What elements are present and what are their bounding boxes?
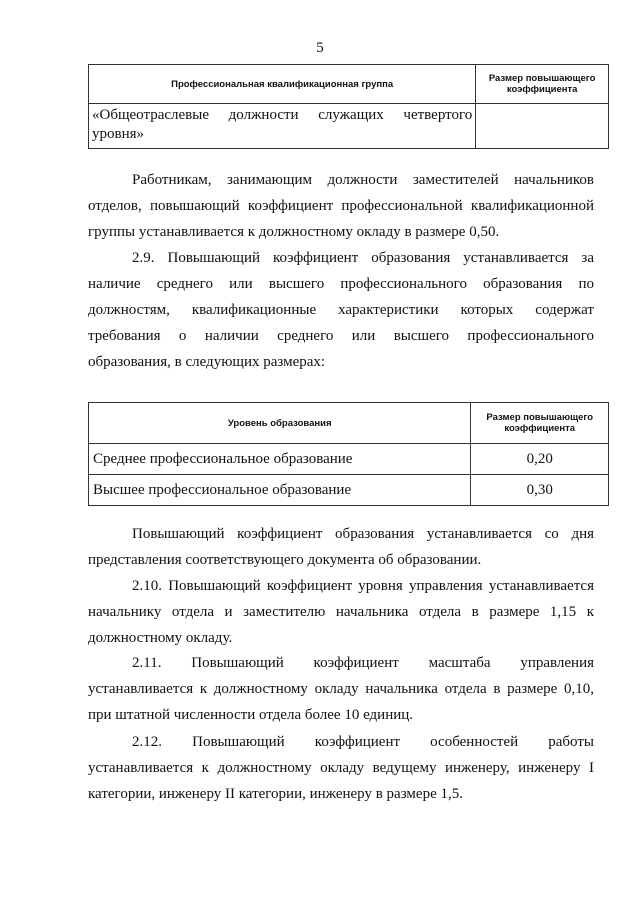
education-level-cell: Среднее профессиональное образование [89, 444, 471, 475]
column-header-level: Уровень образования [89, 403, 471, 444]
paragraph-education-note [88, 521, 594, 573]
text-line: представления соответствующего документа об образовании. [88, 552, 482, 568]
text-line: Работникам, занимающим должности заместителей начальников [132, 172, 594, 188]
paragraph-2-9 [88, 245, 594, 375]
text-line: образования, в следующих размерах: [88, 354, 326, 370]
paragraph-2-11 [88, 650, 594, 728]
text-line: 2.12. Повышающий коэффициент особенностей работы [132, 734, 594, 750]
education-level-cell: Высшее профессиональное образование [89, 475, 471, 506]
text-line: 2.9. Повышающий коэффициент образования устанавливается за [132, 250, 594, 266]
text-line: отделов, повышающий коэффициент профессиональной квалификационной [88, 198, 594, 214]
table-row [89, 104, 609, 149]
text-line: Повышающий коэффициент образования устанавливается со дня [132, 526, 594, 542]
coefficient-cell: 0,20 [471, 444, 609, 475]
column-header-coefficient: Размер повышающего коэффициента [476, 65, 609, 104]
table-row [89, 475, 609, 506]
paragraph-2-12 [88, 729, 594, 807]
text-line: наличие среднего или высшего профессионального образования по [88, 276, 594, 292]
group-cell [89, 104, 476, 149]
education-level-table [88, 402, 609, 506]
paragraph-deputy-heads [88, 167, 594, 245]
page-number: 5 [316, 40, 324, 56]
text-line: 2.10. Повышающий коэффициент уровня управления устанавливается [132, 578, 594, 594]
coefficient-cell: 0,30 [471, 475, 609, 506]
text-line: устанавливается к должностному окладу начальника отдела в размере 0,10, [88, 681, 594, 697]
text-line: категории, инженеру II категории, инженеру в размере 1,5. [88, 786, 463, 802]
qualification-group-table [88, 64, 609, 149]
paragraph-2-10 [88, 573, 594, 651]
text-line: группы устанавливается к должностному окладу в размере 0,50. [88, 224, 500, 240]
text-line: требования о наличии среднего или высшего профессионального [88, 328, 594, 344]
table-header-row [89, 65, 609, 104]
group-cell-line: «Общеотраслевые должности служащих четвертого [92, 107, 473, 123]
text-line: должностному окладу. [88, 630, 233, 646]
text-line: 2.11. Повышающий коэффициент масштаба управления [132, 655, 594, 671]
column-header-group: Профессиональная квалификационная группа [89, 65, 476, 104]
text-line: начальнику отдела и заместителю начальника отдела в размере 1,15 к [88, 604, 594, 620]
table-header-row [89, 403, 609, 444]
group-cell-line: уровня» [92, 126, 145, 142]
column-header-coefficient: Размер повышающего коэффициента [471, 403, 609, 444]
text-line: должностям, квалификационные характеристики которых содержат [88, 302, 594, 318]
table-row [89, 444, 609, 475]
text-line: устанавливается к должностному окладу ведущему инженеру, инженеру I [88, 760, 594, 776]
text-line: при штатной численности отдела более 10 единиц. [88, 707, 414, 723]
coefficient-cell [476, 104, 609, 149]
